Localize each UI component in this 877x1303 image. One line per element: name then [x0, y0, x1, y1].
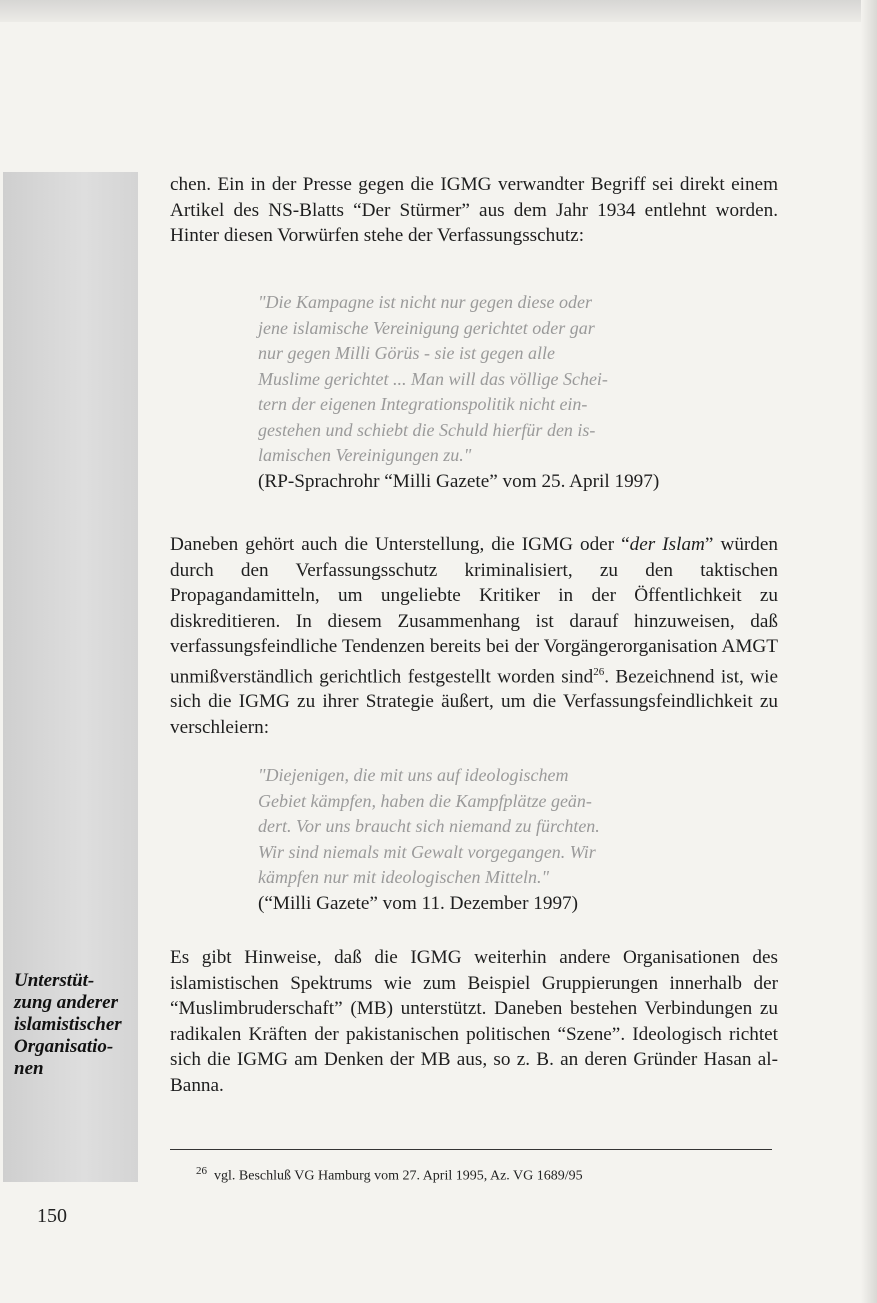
paragraph-2-text: Daneben gehört auch die Unterstellung, die IGMG oder “: [170, 534, 630, 555]
quote-line: Wir sind niemals mit Gewalt vorgegangen. Wir: [258, 841, 596, 862]
page-right-edge: [861, 0, 877, 1303]
quote-line: tern der eigenen Integrationspolitik nicht ein-: [258, 394, 588, 414]
quote-source: (“Milli Gazete” vom 11. Dezember 1997): [258, 892, 579, 914]
quote-line: dert. Vor uns braucht sich niemand zu fürchten.: [258, 816, 600, 836]
margin-heading-line: nen: [14, 1058, 44, 1079]
margin-heading-line: Unterstüt-: [14, 970, 95, 991]
body-text: [170, 172, 778, 249]
footnote-number: 26: [196, 1165, 207, 1177]
quote-block-1: [258, 290, 720, 494]
footnote-divider: [170, 1149, 772, 1150]
quote-line: Gebiet kämpfen, haben die Kampfplätze geän-: [258, 790, 592, 811]
quote-block-2: [258, 763, 720, 916]
margin-heading: [14, 970, 139, 1080]
footnote-text: vgl. Beschluß VG Hamburg vom 27. April 1995, Az. VG 1689/95: [214, 1168, 583, 1184]
quote-line: "Diejenigen, die mit uns auf ideologischem: [258, 765, 569, 785]
footnote-reference: 26: [593, 665, 605, 678]
margin-heading-line: Organisatio-: [14, 1036, 114, 1057]
body-text-3: [170, 945, 778, 1098]
quote-source: (RP-Sprachrohr “Milli Gazete” vom 25. April 1997): [258, 470, 660, 492]
paragraph-2-text: . Bezeichnend ist, wie sich die IGMG zu ihrer Strategie äußert, um die Verfassungsfeindlichkeit zu verschleiern:: [170, 665, 778, 738]
margin-heading-line: zung anderer: [14, 992, 118, 1013]
quote-line: kämpfen nur mit ideologischen Mitteln.": [258, 867, 550, 887]
body-text-2: [170, 532, 778, 740]
paragraph-1: chen. Ein in der Presse gegen die IGMG verwandter Begriff sei direkt einem Artikel des NS-Blatts “Der Stürmer” aus dem Jahr 1934 entlehnt worden. Hinter diesen Vorwürfen stehe der Verfassungsschutz:: [170, 174, 778, 246]
page-top-shadow: [0, 0, 877, 22]
quote-line: nur gegen Milli Görüs - sie ist gegen alle: [258, 343, 555, 363]
page-number: 150: [37, 1205, 67, 1227]
quote-line: lamischen Vereinigungen zu.": [258, 445, 472, 465]
margin-heading-line: islamistischer: [14, 1014, 122, 1035]
paragraph-3: Es gibt Hinweise, daß die IGMG weiterhin andere Organisationen des islamistischen Spektrums wie zum Beispiel Gruppierungen innerhalb der “Muslimbruderschaft” (MB) unterstützt. Daneben bestehen Verbindungen zu radikalen Kräften der pakistanischen politischen “Szene”. Ideologisch richtet sich die IGMG am Denken der MB aus, so z. B. an deren Gründer Hasan al-Banna.: [170, 947, 778, 1096]
quote-line: gestehen und schiebt die Schuld hierfür den is-: [258, 419, 596, 440]
paragraph-2-text: ” würden durch den Verfassungsschutz kriminalisiert, zu den taktischen Propagandamitteln, um ungeliebte Kritiker in der Öffentlichkeit zu diskreditieren. In diesem Zusammenhang ist darauf hinzuweisen, daß verfassungsfeindliche Tendenzen bereits bei der Vorgängerorganisation AMGT unmißverständlich gerichtlich festgestellt worden sind: [170, 534, 779, 687]
quote-line: "Die Kampagne ist nicht nur gegen diese oder: [258, 292, 593, 312]
quote-line: jene islamische Vereinigung gerichtet oder gar: [258, 317, 595, 338]
emphasis-der-islam: der Islam: [629, 534, 705, 555]
quote-line: Muslime gerichtet ... Man will das völlige Schei-: [258, 368, 608, 389]
footnote: [196, 1162, 776, 1186]
paragraph-2: [170, 532, 778, 740]
